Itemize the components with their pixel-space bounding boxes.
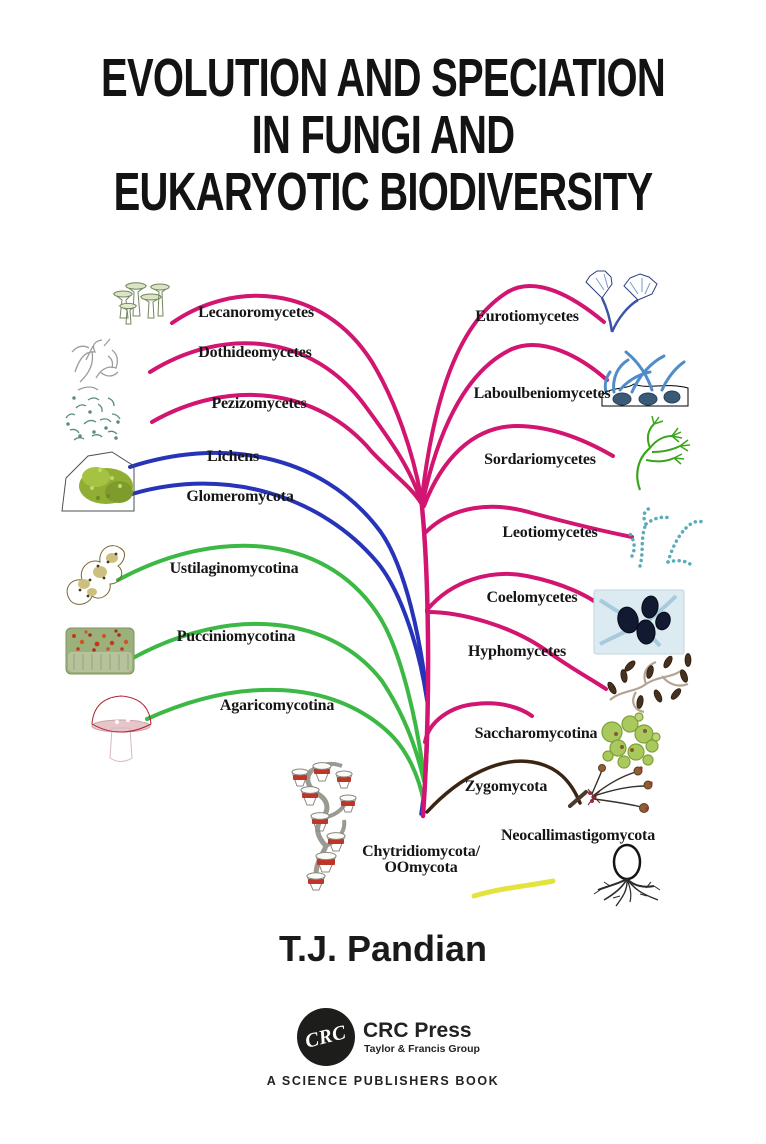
branch-ustilaginomycotina xyxy=(118,546,424,776)
publisher-name: CRC Press xyxy=(363,1019,472,1042)
crc-logo xyxy=(297,1008,355,1066)
chytrid-cups xyxy=(292,763,356,890)
lichen-line-sketch-illustration xyxy=(72,339,118,390)
pycnidia-micrograph-illustration xyxy=(594,590,684,654)
taxon-label-chytridiomycota-line2: OOmycota xyxy=(384,859,458,876)
sporangiophores-illustration xyxy=(570,765,653,813)
taxon-label-sordariomycetes: Sordariomycetes xyxy=(484,451,596,468)
taxon-label-glomeromycota: Glomeromycota xyxy=(186,488,294,505)
fly-agaric-mushroom-illustration xyxy=(92,696,151,762)
aspergillus-heads-illustration xyxy=(586,271,657,332)
moss-on-rock-illustration xyxy=(62,452,134,511)
taxon-label-pucciniomycotina: Pucciniomycotina xyxy=(176,628,296,645)
green-conidiophore-illustration xyxy=(637,416,690,490)
budding-yeast-illustration xyxy=(602,713,660,768)
taxon-label-dothideomycetes: Dothideomycetes xyxy=(198,344,312,361)
chytrid-sporangia-stack-illustration xyxy=(292,763,356,890)
conidia-sketch-illustration xyxy=(606,654,691,713)
author-name: T.J. Pandian xyxy=(278,928,488,969)
branch-neocallimastigomycota xyxy=(474,881,553,896)
taxon-label-laboulbeniomycetes: Laboulbeniomycetes xyxy=(473,385,611,402)
taxon-label-hyphomycetes: Hyphomycetes xyxy=(467,643,567,660)
cup-lichen-illustration xyxy=(112,283,169,332)
taxon-label-saccharomycotina: Saccharomycotina xyxy=(474,725,598,742)
zoosporangium-with-rhizoids-illustration xyxy=(594,845,660,906)
taxon-label-pezizomycetes: Pezizomycetes xyxy=(211,395,307,412)
branch-glomeromycota xyxy=(132,484,427,700)
squamules-sketch-illustration xyxy=(66,397,120,440)
rust-on-leaf-illustration xyxy=(66,628,134,674)
crc-logo-text: CRC xyxy=(303,1020,349,1053)
taxon-label-ustilaginomycotina: Ustilaginomycotina xyxy=(169,560,299,577)
taxon-label-leotiomycetes: Leotiomycetes xyxy=(502,524,598,541)
branch-dothideomycetes xyxy=(150,343,420,499)
taxon-label-chytridiomycota-line1: Chytridiomycota/ xyxy=(362,843,480,860)
imprint-line: A SCIENCE PUBLISHERS BOOK xyxy=(266,1074,500,1088)
title-line-1: EVOLUTION AND SPECIATION xyxy=(101,48,665,108)
taxon-label-lecanoromycetes: Lecanoromycetes xyxy=(198,304,314,321)
publisher-group: Taylor & Francis Group xyxy=(364,1043,480,1055)
taxon-label-lichens: Lichens xyxy=(207,448,259,465)
laboulbenia-thalli-illustration xyxy=(602,352,688,406)
title-line-2: IN FUNGI AND xyxy=(251,105,515,165)
taxon-label-neocallimastigomycota: Neocallimastigomycota xyxy=(501,827,655,844)
taxon-label-agaricomycotina: Agaricomycotina xyxy=(219,697,335,714)
beaded-chains-illustration xyxy=(630,508,702,566)
taxon-label-eurotiomycetes: Eurotiomycetes xyxy=(475,308,579,325)
taxon-label-chytridiomycota-oomycota xyxy=(362,844,480,876)
smut-gall-illustration xyxy=(64,546,124,607)
taxon-label-zygomycota: Zygomycota xyxy=(464,778,548,795)
taxon-label-coelomycetes: Coelomycetes xyxy=(486,589,578,606)
title-line-3: EUKARYOTIC BIODIVERSITY xyxy=(113,162,653,222)
